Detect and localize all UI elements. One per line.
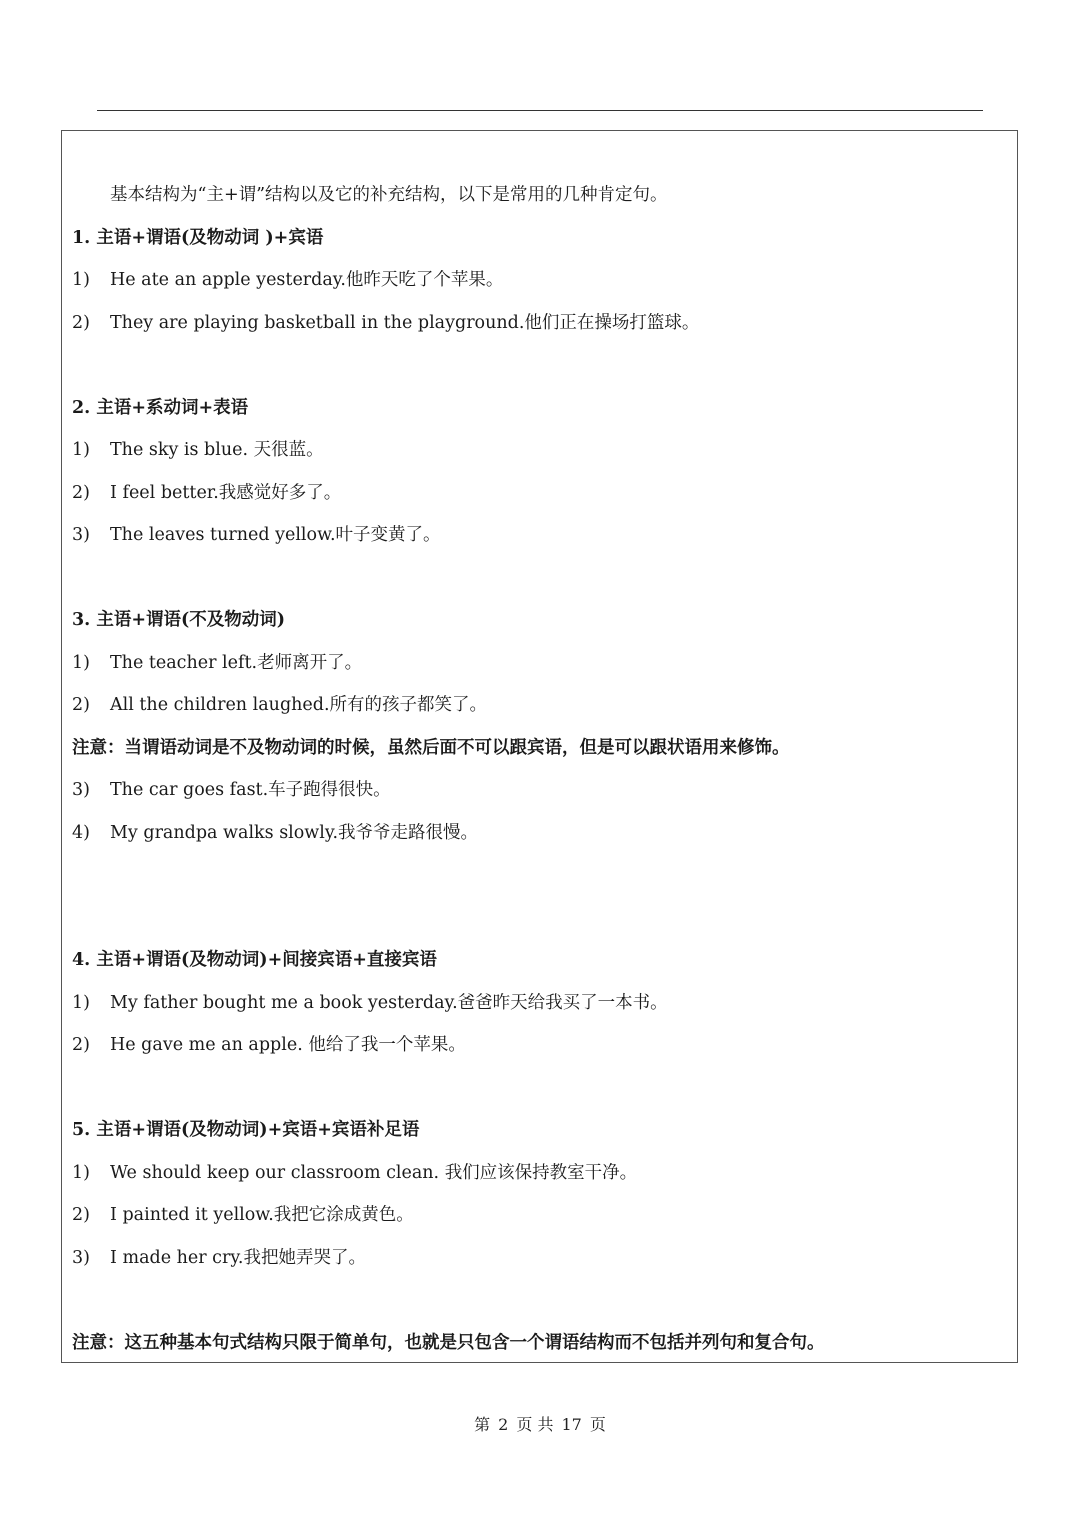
list-item: I feel better.我感觉好多了。 xyxy=(110,483,342,503)
list-item-number: 3) xyxy=(72,525,90,545)
list-item-number: 3) xyxy=(72,780,90,800)
list-item: They are playing basketball in the playground.他们正在操场打篮球。 xyxy=(110,313,700,333)
list-item-number: 3) xyxy=(72,1248,90,1268)
list-item-number: 2) xyxy=(72,483,90,503)
page-total: 17 xyxy=(561,1415,582,1434)
list-item-number: 1) xyxy=(72,270,90,290)
header-rule xyxy=(97,110,983,111)
list-item: My father bought me a book yesterday.爸爸昨天给我买了一本书。 xyxy=(110,993,668,1013)
footer-mid: 页 共 xyxy=(516,1415,554,1434)
list-item-number: 1) xyxy=(72,1163,90,1183)
list-item: The teacher left.老师离开了。 xyxy=(110,653,363,673)
list-item: All the children laughed.所有的孩子都笑了。 xyxy=(110,695,488,715)
section-4-heading: 4. 主语+谓语(及物动词)+间接宾语+直接宾语 xyxy=(72,950,437,970)
list-item-number: 2) xyxy=(72,313,90,333)
list-item: The leaves turned yellow.叶子变黄了。 xyxy=(110,525,441,545)
list-item: We should keep our classroom clean. 我们应该保持教室干净。 xyxy=(110,1163,638,1183)
footer-prefix: 第 xyxy=(474,1415,491,1434)
list-item-number: 2) xyxy=(72,1205,90,1225)
intro-text: 基本结构为“主+谓”结构以及它的补充结构，以下是常用的几种肯定句。 xyxy=(110,185,668,205)
list-item: My grandpa walks slowly.我爷爷走路很慢。 xyxy=(110,823,479,843)
section-5-heading: 5. 主语+谓语(及物动词)+宾语+宾语补足语 xyxy=(72,1120,420,1140)
footer-suffix: 页 xyxy=(589,1415,606,1434)
list-item-number: 2) xyxy=(72,1035,90,1055)
section-3-heading: 3. 主语+谓语(不及物动词) xyxy=(72,610,286,630)
list-item-number: 1) xyxy=(72,440,90,460)
section-3-note: 注意：当谓语动词是不及物动词的时候，虽然后面不可以跟宾语，但是可以跟状语用来修饰。 xyxy=(72,738,790,758)
final-note: 注意：这五种基本句式结构只限于简单句，也就是只包含一个谓语结构而不包括并列句和复合句。 xyxy=(72,1333,825,1353)
list-item: I painted it yellow.我把它涂成黄色。 xyxy=(110,1205,414,1225)
list-item-number: 2) xyxy=(72,695,90,715)
list-item-number: 4) xyxy=(72,823,90,843)
list-item: The car goes fast.车子跑得很快。 xyxy=(110,780,391,800)
list-item: The sky is blue. 天很蓝。 xyxy=(110,440,324,460)
list-item: I made her cry.我把她弄哭了。 xyxy=(110,1248,366,1268)
list-item-number: 1) xyxy=(72,653,90,673)
section-2-heading: 2. 主语+系动词+表语 xyxy=(72,398,249,418)
list-item: He gave me an apple. 他给了我一个苹果。 xyxy=(110,1035,466,1055)
content-box xyxy=(61,130,1018,1363)
page-number: 2 xyxy=(498,1415,509,1434)
page-footer xyxy=(0,1414,1080,1436)
list-item: He ate an apple yesterday.他昨天吃了个苹果。 xyxy=(110,270,504,290)
section-1-heading: 1. 主语+谓语(及物动词 )+宾语 xyxy=(72,228,324,248)
list-item-number: 1) xyxy=(72,993,90,1013)
